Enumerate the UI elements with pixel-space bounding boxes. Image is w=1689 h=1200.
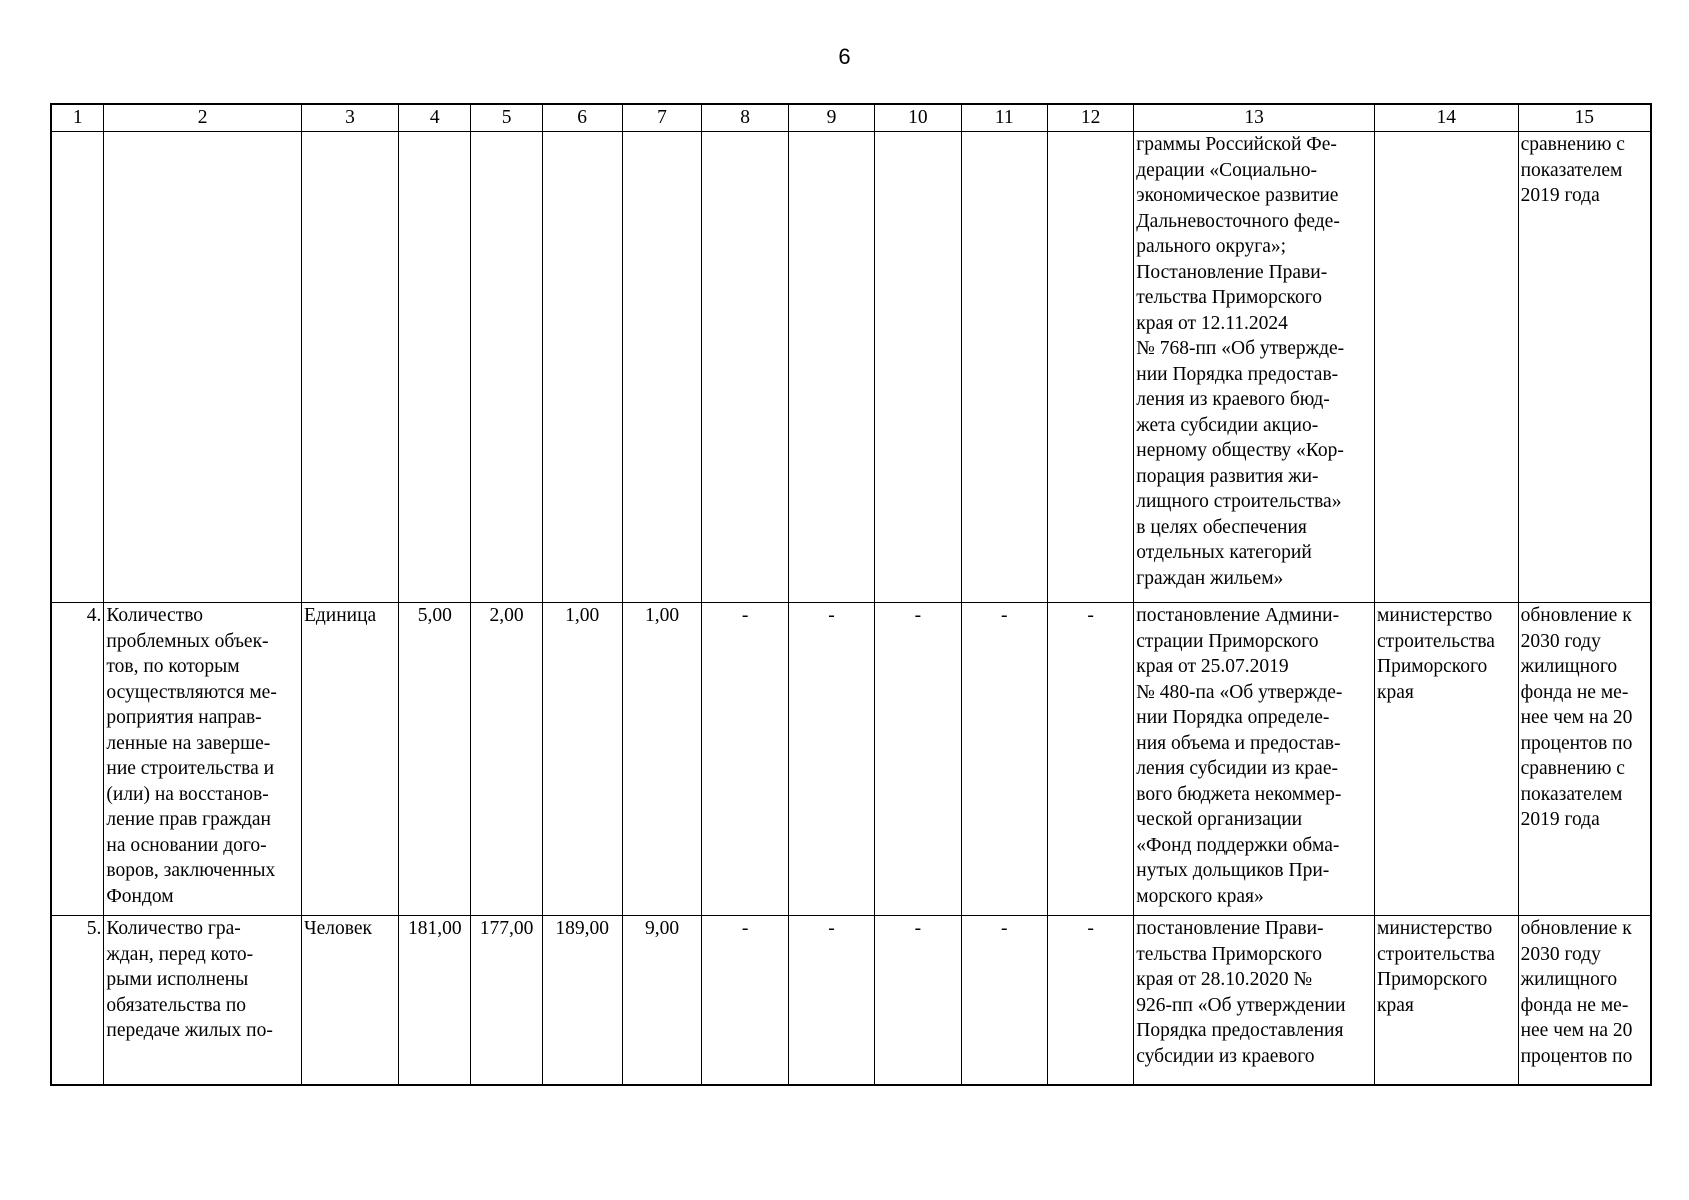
unit-cell xyxy=(301,132,398,603)
row-number xyxy=(51,132,104,603)
value-cell xyxy=(1047,132,1133,603)
value-cell: - xyxy=(1047,916,1133,1086)
column-header: 10 xyxy=(875,104,961,132)
column-header: 14 xyxy=(1375,104,1519,132)
page-number: 6 xyxy=(838,44,851,69)
column-header: 3 xyxy=(301,104,398,132)
value-cell xyxy=(399,132,471,603)
value-cell: 177,00 xyxy=(471,916,542,1086)
legal-basis-cell: постановление Прави- тельства Приморского края от 28.10.2020 № 926-пп «Об утверждении Порядка предоставления субсидии из краевого xyxy=(1134,916,1375,1086)
value-cell: - xyxy=(875,603,961,916)
value-cell: 189,00 xyxy=(542,916,622,1086)
column-header: 8 xyxy=(702,104,788,132)
value-cell: 181,00 xyxy=(399,916,471,1086)
table-row xyxy=(51,132,1651,603)
indicators-table xyxy=(50,103,1652,1086)
value-cell xyxy=(542,132,622,603)
value-cell xyxy=(961,132,1047,603)
indicator-name: Количество гра- ждан, перед кото- рыми исполнены обязательства по передаче жилых по- xyxy=(104,916,302,1086)
column-header: 15 xyxy=(1518,104,1651,132)
value-cell: 9,00 xyxy=(622,916,702,1086)
column-header: 5 xyxy=(471,104,542,132)
value-cell: - xyxy=(1047,603,1133,916)
column-header: 1 xyxy=(51,104,104,132)
legal-basis-cell: постановление Админи- страции Приморского края от 25.07.2019 № 480-па «Об утвержде- нии Порядка определе- ния объема и предостав- ления субсидии из крае- вого бюджета некоммер- ческой организации «Фонд поддержки обма- нутых дольщиков При- морского края» xyxy=(1134,603,1375,916)
column-header: 7 xyxy=(622,104,702,132)
column-header: 9 xyxy=(788,104,874,132)
legal-basis-cell: граммы Российской Фе- дерации «Социально- экономическое развитие Дальневосточного феде- рального округа»; Постановление Прави- тельства Приморского края от 12.11.2024 № 768-пп «Об утвержде- нии Порядка предостав- ления из краевого бюд- жета субсидии акцио- нерному обществу «Кор- порация развития жи- лищного строительства» в целях обеспечения отдельных категорий граждан жильем» xyxy=(1134,132,1375,603)
table-row xyxy=(51,916,1651,1086)
column-header: 2 xyxy=(104,104,302,132)
column-header: 4 xyxy=(399,104,471,132)
value-cell: - xyxy=(788,916,874,1086)
responsible-cell: министерство строительства Приморского края xyxy=(1375,603,1519,916)
value-cell: - xyxy=(875,916,961,1086)
value-cell: 5,00 xyxy=(399,603,471,916)
value-cell: 1,00 xyxy=(542,603,622,916)
value-cell: - xyxy=(702,916,788,1086)
column-header: 11 xyxy=(961,104,1047,132)
value-cell: - xyxy=(961,603,1047,916)
unit-cell: Человек xyxy=(301,916,398,1086)
row-number: 4. xyxy=(51,603,104,916)
indicator-name: Количество проблемных объек- тов, по которым осуществляются ме- роприятия направ- ленные на заверше- ние строительства и (или) на восстанов- ление прав граждан на основании дого- воров, заключенных Фондом xyxy=(104,603,302,916)
value-cell xyxy=(471,132,542,603)
column-header: 13 xyxy=(1134,104,1375,132)
indicator-name xyxy=(104,132,302,603)
value-cell xyxy=(622,132,702,603)
value-cell xyxy=(702,132,788,603)
responsible-cell xyxy=(1375,132,1519,603)
column-number-row xyxy=(51,104,1651,132)
goal-cell: сравнению с показателем 2019 года xyxy=(1518,132,1651,603)
value-cell: - xyxy=(788,603,874,916)
unit-cell: Единица xyxy=(301,603,398,916)
row-number: 5. xyxy=(51,916,104,1086)
table-row xyxy=(51,603,1651,916)
goal-cell: обновление к 2030 году жилищного фонда не ме- нее чем на 20 процентов по сравнению с показателем 2019 года xyxy=(1518,603,1651,916)
responsible-cell: министерство строительства Приморского края xyxy=(1375,916,1519,1086)
value-cell: - xyxy=(702,603,788,916)
goal-cell: обновление к 2030 году жилищного фонда не ме- нее чем на 20 процентов по xyxy=(1518,916,1651,1086)
value-cell xyxy=(875,132,961,603)
column-header: 6 xyxy=(542,104,622,132)
value-cell: 1,00 xyxy=(622,603,702,916)
value-cell xyxy=(788,132,874,603)
column-header: 12 xyxy=(1047,104,1133,132)
value-cell: - xyxy=(961,916,1047,1086)
value-cell: 2,00 xyxy=(471,603,542,916)
